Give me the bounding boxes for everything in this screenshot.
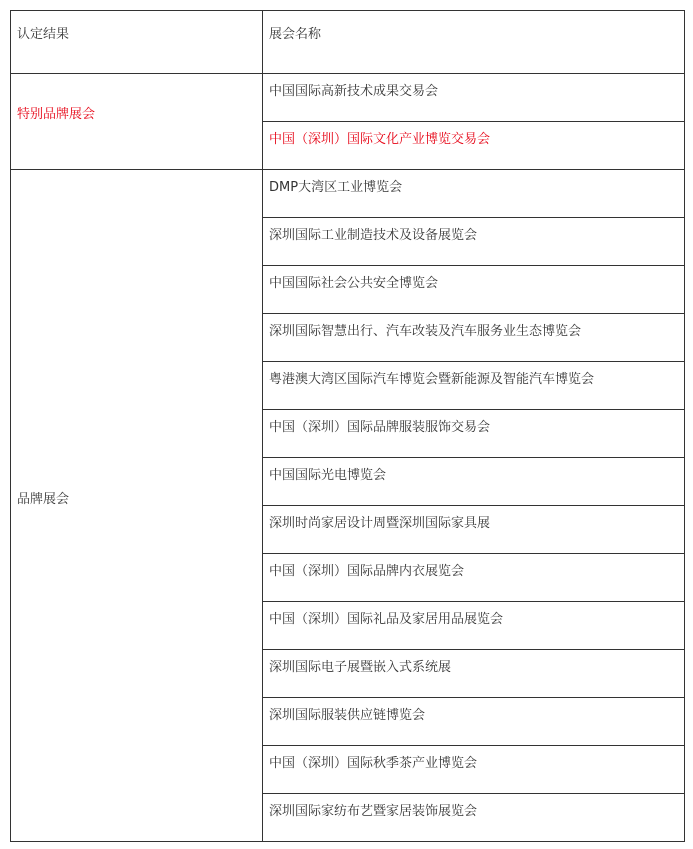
- table-border-bottom: [10, 841, 685, 842]
- exhibition-name-highlighted: 中国（深圳）国际文化产业博览交易会: [269, 132, 491, 147]
- table-border-right: [684, 10, 685, 842]
- row-divider: [262, 361, 685, 362]
- header-exhibition-name: 展会名称: [269, 27, 322, 42]
- exhibition-name: 深圳国际智慧出行、汽车改装及汽车服务业生态博览会: [269, 324, 582, 339]
- row-divider: [262, 409, 685, 410]
- row-divider: [262, 649, 685, 650]
- exhibition-name: 中国国际光电博览会: [269, 468, 387, 483]
- exhibition-name: 中国国际高新技术成果交易会: [269, 84, 439, 99]
- row-divider: [262, 745, 685, 746]
- row-divider: [262, 793, 685, 794]
- result-special-brand: 特别品牌展会: [17, 107, 96, 122]
- exhibition-name: 深圳国际家纺布艺暨家居装饰展览会: [269, 804, 478, 819]
- header-divider: [10, 73, 685, 74]
- exhibition-name: 深圳国际电子展暨嵌入式系统展: [269, 660, 452, 675]
- exhibition-name: 粤港澳大湾区国际汽车博览会暨新能源及智能汽车博览会: [269, 372, 595, 387]
- exhibition-name: 中国（深圳）国际品牌内衣展览会: [269, 564, 465, 579]
- column-divider: [262, 10, 263, 842]
- row-divider: [262, 601, 685, 602]
- exhibition-name: DMP大湾区工业博览会: [269, 180, 403, 195]
- group-divider: [10, 169, 685, 170]
- row-divider: [262, 697, 685, 698]
- exhibition-name: 中国国际社会公共安全博览会: [269, 276, 439, 291]
- exhibition-name: 深圳国际服装供应链博览会: [269, 708, 426, 723]
- table-border-left: [10, 10, 11, 842]
- row-divider: [262, 505, 685, 506]
- exhibition-name: 中国（深圳）国际秋季茶产业博览会: [269, 756, 478, 771]
- exhibition-name: 中国（深圳）国际品牌服装服饰交易会: [269, 420, 491, 435]
- exhibition-name: 深圳时尚家居设计周暨深圳国际家具展: [269, 516, 491, 531]
- row-divider: [262, 457, 685, 458]
- exhibition-name: 中国（深圳）国际礼品及家居用品展览会: [269, 612, 504, 627]
- header-result: 认定结果: [17, 27, 70, 42]
- result-brand: 品牌展会: [17, 492, 70, 507]
- row-divider: [262, 313, 685, 314]
- exhibition-name: 深圳国际工业制造技术及设备展览会: [269, 228, 478, 243]
- row-divider: [262, 121, 685, 122]
- row-divider: [262, 265, 685, 266]
- row-divider: [262, 217, 685, 218]
- table-border-top: [10, 10, 685, 11]
- row-divider: [262, 553, 685, 554]
- exhibition-table: [10, 10, 685, 842]
